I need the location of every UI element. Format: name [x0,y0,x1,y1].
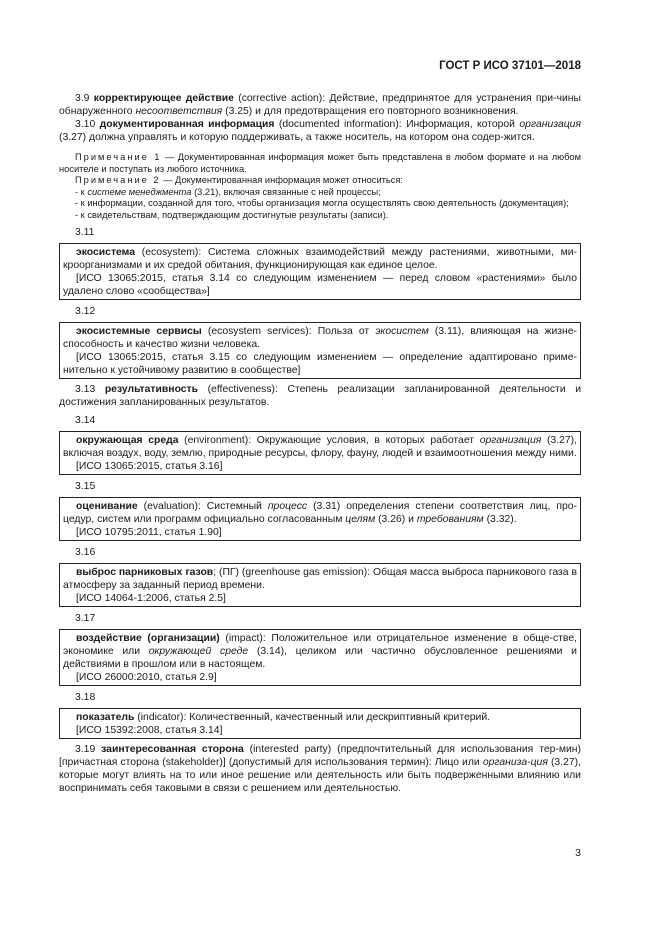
term-3-15-source: [ИСО 10795:2011, статья 1.90] [76,527,222,538]
term-3-19: 3.19 заинтересованная сторона (interested party) (предпочтительный для использования тер-мин) [причастная сторона (stakeholder)] (допустимый для использования термин): Лицо или организа-ция (3.27), которые могут влиять на то или иное решение или деятельность или быть подверженными влиянию или воспринимать себя таковыми в связи с решением или деятельностью. [59,744,581,794]
term-box-3-14 [59,431,581,475]
term-3-12-source: [ИСО 13065:2015, статья 3.15 со следующим изменением — определение адаптировано приме-нительно к устойчивому развитию в сообществе] [63,352,577,376]
term-3-18-definition: показатель (indicator): Количественный, качественный или дескриптивный критерий. [76,712,491,723]
term-3-11-definition: экосистема (ecosystem): Система сложных взаимодействий между растениями, животными, ми-кроорганизмами и их средой обитания, функционирующая как единое целое. [63,247,577,271]
note-1: Примечание 1 — Документированная информация может быть представлена в любом формате и на любом носителе и поступать из любого источника. [59,152,581,174]
page-number: 3 [575,847,581,859]
term-box-3-15 [59,497,581,541]
term-number-3-12: 3.12 [75,306,96,317]
term-3-12-definition: экосистемные сервисы (ecosystem services): Польза от экосистем (3.11), влияющая на жизне-способность и качество жизни человека. [63,326,578,350]
document-body [59,92,581,795]
term-3-9: 3.9 корректирующее действие (corrective action): Действие, предпринятое для устранения при-чины обнаруженного несоответствия (3.25) и для предотвращения его повторного возникновения. [59,93,581,117]
note-2-item-1: - к системе менеджмента (3.21), включая связанные с ней процессы; [75,186,381,197]
term-number-3-15: 3.15 [75,481,96,492]
notes-block [59,152,581,221]
term-3-16-definition: выброс парниковых газов; (ПГ) (greenhouse gas emission): Общая масса выброса парникового газа в атмосферу за заданный период времени. [63,567,577,591]
term-3-18-source: [ИСО 15392:2008, статья 3.14] [76,725,223,736]
term-number-3-14: 3.14 [75,415,96,426]
term-box-3-17 [59,629,581,686]
term-3-14-definition: окружающая среда (environment): Окружающие условия, в которых работает организация (3.27), включая воздух, воду, землю, природные ресурсы, флору, фауну, людей и взаимоотношения между ними. [63,435,577,459]
term-box-3-11 [59,243,581,300]
term-3-15-definition: оценивание (evaluation): Системный процесс (3.31) определения степени соответствия лиц, про-цедур, систем или программ официально согласованным целям (3.26) и требованиям (3.32). [63,501,578,525]
term-3-16-source: [ИСО 14064-1:2006, статья 2.5] [76,593,226,604]
note-2: Примечание 2 — Документированная информация может относиться: [75,175,404,185]
term-3-17-definition: воздействие (организации) (impact): Положительное или отрицательное изменение в обще-стве, экономике или окружающей среде (3.14), целиком или частично обусловленное решениями и действиями в прошлом или в настоящем. [63,633,577,670]
term-3-11-source: [ИСО 13065:2015, статья 3.14 со следующим изменением — перед словом «растениями» было удалено слово «сообщества»] [63,273,577,297]
term-number-3-17: 3.17 [75,613,96,624]
note-2-item-3: - к свидетельствам, подтверждающим достигнутые результаты (записи). [75,209,389,220]
term-3-14-source: [ИСО 13065:2015, статья 3.16] [76,461,223,472]
term-3-10: 3.10 документированная информация (documented information): Информация, которой организация (3.27) должна управлять и которую поддерживать, а также носитель, на котором она содер-жится. [59,119,581,143]
term-3-13: 3.13 результативность (effectiveness): Степень реализации запланированной деятельности и достижения запланированных результатов. [59,384,581,408]
term-box-3-16 [59,563,581,607]
term-3-17-source: [ИСО 26000:2010, статья 2.9] [76,672,217,683]
term-number-3-18: 3.18 [75,692,96,703]
note-2-item-2: - к информации, созданной для того, чтобы организация могла осуществлять свою деятельность (документация); [75,198,569,208]
term-box-3-18 [59,708,581,739]
term-number-3-16: 3.16 [75,547,96,558]
term-number-3-11: 3.11 [75,227,95,238]
document-header: ГОСТ Р ИСО 37101—2018 [439,60,581,72]
term-box-3-12 [59,322,581,379]
